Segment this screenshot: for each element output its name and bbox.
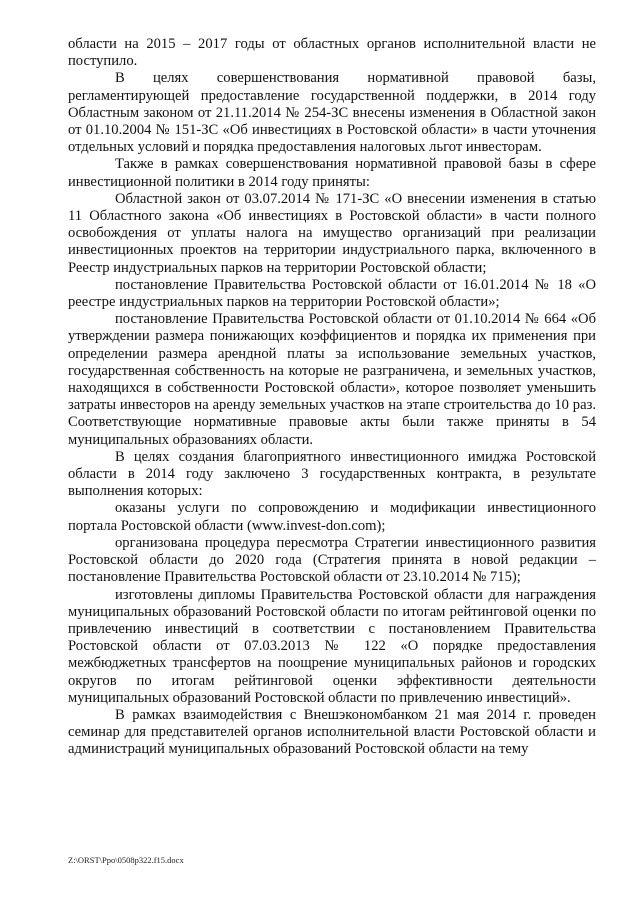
paragraph-9: организована процедура пересмотра Стратегии инвестиционного развития Ростовской области до 2020 года (Стратегия принята в новой редакции – постановление Правительства Ростовской области от 23.10.2014 № 715); bbox=[68, 534, 596, 586]
paragraph-2: В целях совершенствования нормативной правовой базы, регламентирующей предоставление государственной поддержки, в 2014 году Областным законом от 21.11.2014 № 254-ЗС внесены изменения в Областной закон от 01.10.2004 № 151-ЗС «Об инвестициях в Ростовской области» в части уточнения отдельных условий и порядка предоставления налоговых льгот инвесторам. bbox=[68, 70, 596, 156]
paragraph-7: В целях создания благоприятного инвестиционного имиджа Ростовской области в 2014 году заключено 3 государственных контракта, в результате выполнения которых: bbox=[68, 448, 596, 500]
paragraph-11: В рамках взаимодействия с Внешэкономбанком 21 мая 2014 г. проведен семинар для представителей органов исполнительной власти Ростовской области и администраций муниципальных образований Ростовской области на тему bbox=[68, 706, 596, 758]
paragraph-4: Областной закон от 03.07.2014 № 171-ЗС «О внесении изменения в статью 11 Областного закона «Об инвестициях в Ростовской области» в части полного освобождения от уплаты налога на имущество организаций при реализации инвестиционных проектов на территории индустриального парка, включенного в Реестр индустриальных парков на территории Ростовской области; bbox=[68, 190, 596, 276]
paragraph-1: области на 2015 – 2017 годы от областных органов исполнительной власти не поступило. bbox=[68, 36, 596, 70]
paragraph-3: Также в рамках совершенствования нормативной правовой базы в сфере инвестиционной политики в 2014 году приняты: bbox=[68, 156, 596, 190]
paragraph-10: изготовлены дипломы Правительства Ростовской области для награждения муниципальных образований Ростовской области по итогам рейтинговой оценки по привлечению инвестиций в соответствии с постановлением Правительства Ростовской области от 07.03.2013 № 122 «О порядке предоставления межбюджетных трансфертов на поощрение муниципальных районов и городских округов по итогам рейтинговой оценки эффективности деятельности муниципальных образований Ростовской области по привлечению инвестиций». bbox=[68, 586, 596, 706]
paragraph-8: оказаны услуги по сопровождению и модификации инвестиционного портала Ростовской области (www.invest-don.com); bbox=[68, 500, 596, 534]
paragraph-6: постановление Правительства Ростовской области от 01.10.2014 № 664 «Об утверждении размера понижающих коэффициентов и порядка их применения при определении размера арендной платы за использование земельных участков, государственная собственность на которые не разграничена, и земельных участков, находящихся в собственности Ростовской области», которое позволяет уменьшить затраты инвесторов на аренду земельных участков на этапе строительства до 10 раз. Соответствующие нормативные правовые акты были также приняты в 54 муниципальных образованиях области. bbox=[68, 311, 596, 448]
file-path-footer: Z:\ORST\Ppo\0508p322.f15.docx bbox=[68, 855, 184, 865]
paragraph-5: постановление Правительства Ростовской области от 16.01.2014 № 18 «О реестре индустриальных парков на территории Ростовской области»; bbox=[68, 276, 596, 311]
document-body bbox=[68, 36, 596, 759]
